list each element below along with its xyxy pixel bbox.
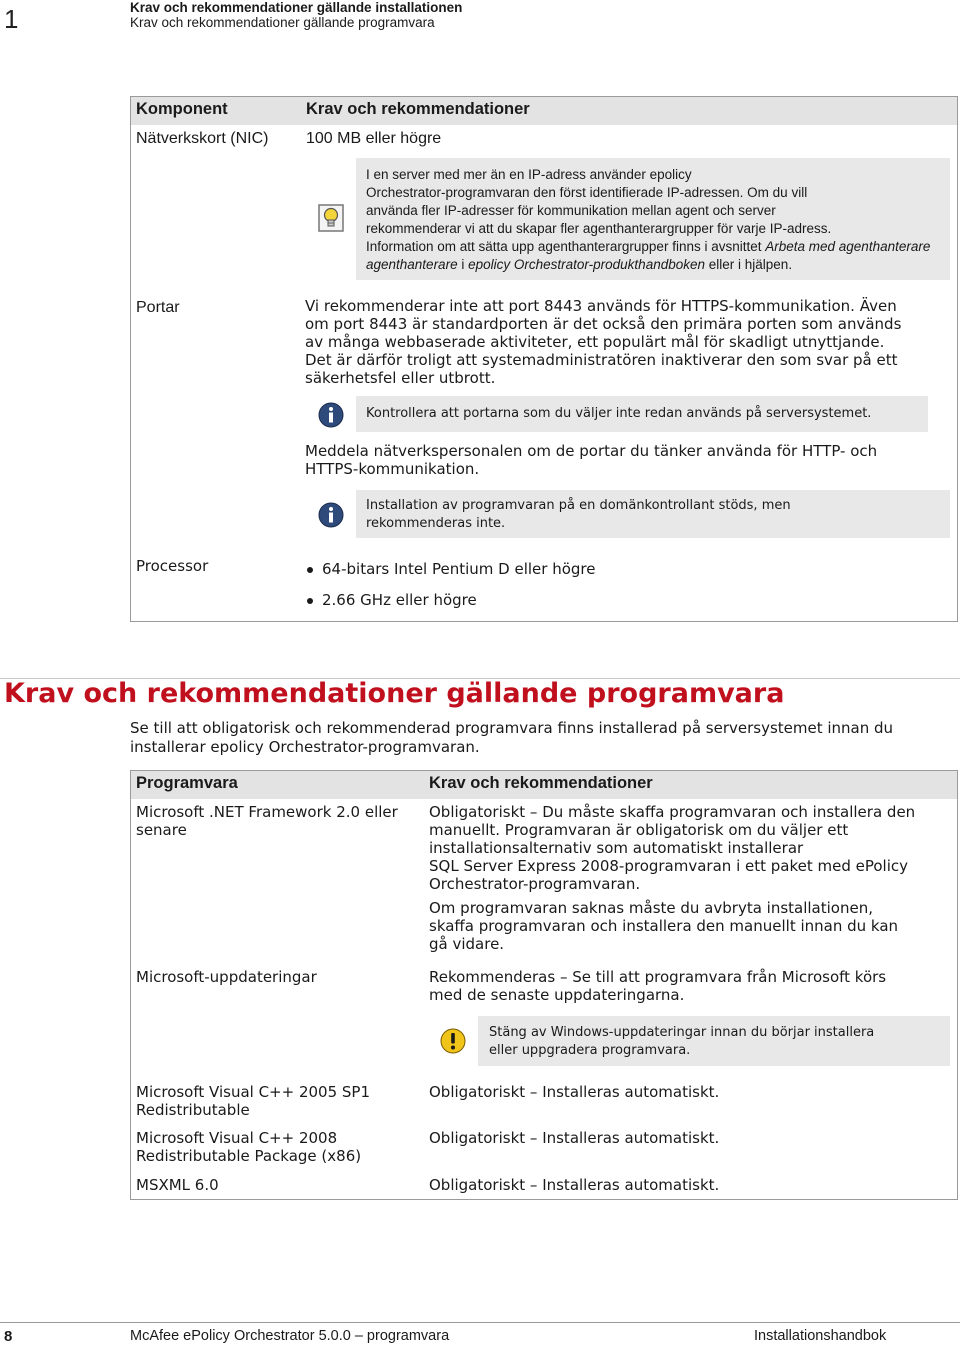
bullet [307,598,313,604]
column-header-component: Komponent [136,100,228,118]
tip-line-6-italic: agenthanterare [366,257,458,272]
row-label-vc2008-line-1: Microsoft Visual C++ 2008 [136,1129,338,1147]
row-label-updates: Microsoft-uppdateringar [136,968,317,986]
row-label-dotnet-line-2: senare [136,821,187,839]
row-label-msxml: MSXML 6.0 [136,1176,219,1194]
row-label-vc2005-line-1: Microsoft Visual C++ 2005 SP1 [136,1083,371,1101]
tip-line-5 [366,238,930,256]
info-icon [318,402,344,428]
vc2008-text: Obligatoriskt – Installeras automatiskt. [429,1129,720,1147]
dotnet-text2-line-3: gå vidare. [429,935,505,953]
section-intro-line-2: installerar epolicy Orchestrator-programvaran. [130,738,480,756]
ports-text2-line-1: Meddela nätverkspersonalen om de portar du tänker använda för HTTP- och [305,442,878,460]
row-label-processor: Processor [136,557,209,575]
info-note-domain-line-1: Installation av programvaran på en domänkontrollant stöds, men [366,498,791,513]
row-label-dotnet-line-1: Microsoft .NET Framework 2.0 eller [136,803,398,821]
section-title: Krav och rekommendationer gällande programvara [4,678,785,709]
ports-text-line-1: Vi rekommenderar inte att port 8443 används för HTTPS-kommunikation. Även [305,297,897,315]
ports-text-line-3: av många webbaserade aktiviteter, ett populärt mål för skadligt utnyttjande. [305,333,885,351]
warning-icon [440,1028,466,1054]
row-label-nic: Nätverkskort (NIC) [136,130,269,147]
row-label-ports: Portar [136,299,180,316]
section-intro-line-1: Se till att obligatorisk och rekommenderad programvara finns installerad på serversystemet innan du [130,719,894,737]
column-header-software: Programvara [136,774,238,792]
row-label-vc2005-line-2: Redistributable [136,1101,250,1119]
tip-line-6-guide: epolicy Orchestrator-produkthandboken [468,257,705,272]
ports-text2-line-2: HTTPS-kommunikation. [305,460,480,478]
ports-text-line-4: Det är därför troligt att systemadministratören inaktiverar den som svar på ett [305,351,898,369]
dotnet-text2-line-1: Om programvaran saknas måste du avbryta installationen, [429,899,873,917]
tip-link-agent-handlers: Arbeta med agenthanterare [765,239,931,254]
warning-text-line-2: eller uppgradera programvara. [489,1043,691,1058]
tip-line-5-text: Information om att sätta upp agenthanterargrupper finns i avsnittet [366,239,762,254]
chapter-number: 1 [4,4,19,34]
dotnet-text-line-1: Obligatoriskt – Du måste skaffa programvaran och installera den [429,803,916,821]
tip-line-4: rekommenderar vi att du skapar fler agenthanterargrupper för varje IP-adress. [366,221,832,236]
warning-text-line-1: Stäng av Windows-uppdateringar innan du börjar installera [489,1025,875,1040]
dotnet-text-line-5: Orchestrator-programvaran. [429,875,641,893]
tip-line-3: använda fler IP-adresser för kommunikation mellan agent och server [366,203,776,218]
chapter-title: Krav och rekommendationer gällande installationen [130,0,463,15]
tip-line-6 [366,256,792,274]
updates-text-line-2: med de senaste uppdateringarna. [429,986,685,1004]
tip-line-1: I en server med mer än en IP-adress använder epolicy [366,167,692,182]
page-number: 8 [4,1328,13,1345]
dotnet-text-line-4: SQL Server Express 2008-programvaran i ett paket med ePolicy [429,857,909,875]
dotnet-text-line-2: manuellt. Programvaran är obligatorisk om du väljer ett [429,821,849,839]
bullet [307,567,313,573]
table-header [131,97,957,125]
info-icon [318,502,344,528]
column-header-requirements: Krav och rekommendationer [306,100,530,118]
processor-bullet-1: 64-bitars Intel Pentium D eller högre [322,560,596,578]
row-value-nic: 100 MB eller högre [306,130,442,147]
msxml-text: Obligatoriskt – Installeras automatiskt. [429,1176,720,1194]
footer-product: McAfee ePolicy Orchestrator 5.0.0 – programvara [130,1328,450,1344]
info-note-domain-line-2: rekommenderas inte. [366,516,506,531]
footer-rule [0,1322,960,1323]
footer-guide: Installationshandbok [754,1328,887,1344]
processor-bullet-2: 2.66 GHz eller högre [322,591,477,609]
tip-line-6-mid: i [461,257,465,272]
tip-line-6-end: eller i hjälpen. [708,257,793,272]
info-note-ports: Kontrollera att portarna som du väljer inte redan används på serversystemet. [366,406,872,421]
dotnet-text2-line-2: skaffa programvaran och installera den manuellt innan du kan [429,917,899,935]
tip-line-2: Orchestrator-programvaran den först identifierade IP-adressen. Om du vill [366,185,808,200]
updates-text-line-1: Rekommenderas – Se till att programvara från Microsoft körs [429,968,887,986]
section-subtitle: Krav och rekommendationer gällande programvara [130,15,435,30]
column-header-requirements: Krav och rekommendationer [429,774,653,792]
lightbulb-icon [318,204,344,232]
ports-text-line-2: om port 8443 är standardporten är det också den primära porten som används [305,315,902,333]
dotnet-text-line-3: installationsalternativ som automatiskt installerar [429,839,804,857]
ports-text-line-5: säkerhetsfel eller utbrott. [305,369,496,387]
row-label-vc2008-line-2: Redistributable Package (x86) [136,1147,362,1165]
vc2005-text: Obligatoriskt – Installeras automatiskt. [429,1083,720,1101]
